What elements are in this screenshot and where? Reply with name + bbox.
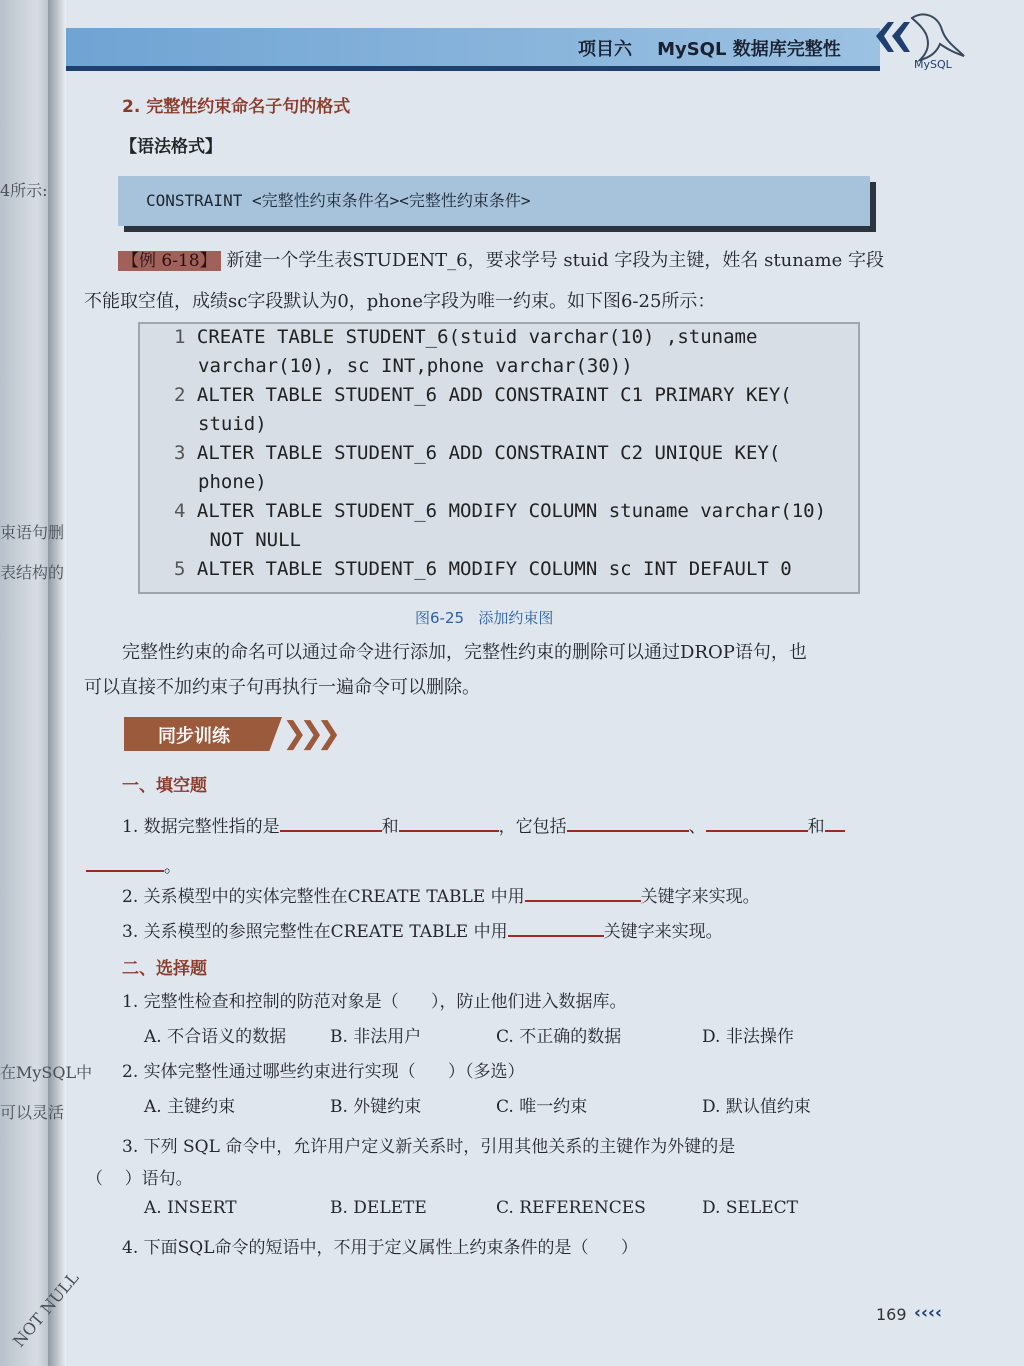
fill-question-1: 1. 数据完整性指的是 和 ，它包括 、 和 (122, 812, 845, 837)
page-number: 169 (876, 1305, 907, 1324)
code-text: ALTER TABLE STUDENT_6 ADD CONSTRAINT C1 PRIMARY KEY( (196, 384, 792, 406)
line-number: 3 (174, 442, 186, 464)
code-text: varchar(10), sc INT,phone varchar(30)) (198, 355, 633, 377)
chapter-title: 项目六 MySQL 数据库完整性 (578, 39, 841, 60)
code-text: ALTER TABLE STUDENT_6 ADD CONSTRAINT C2 UNIQUE KEY( (196, 442, 781, 464)
code-line (174, 558, 792, 580)
choice-option: C. REFERENCES (496, 1198, 646, 1218)
adjacent-page-text: 表结构的 (0, 563, 65, 582)
choice-question: 4. 下面SQL命令的短语中，不用于定义属性上约束条件的是（ ） (122, 1238, 638, 1258)
choice-option: A. INSERT (144, 1198, 237, 1218)
code-line (198, 471, 267, 493)
code-text: NOT NULL (198, 529, 301, 551)
mysql-dolphin-logo (872, 8, 968, 74)
line-number: 2 (174, 384, 186, 406)
adjacent-page-text: 在MySQL中 (0, 1063, 93, 1082)
choice-option: D. 非法操作 (702, 1027, 794, 1047)
code-line (174, 442, 780, 464)
choice-option: C. 不正确的数据 (496, 1027, 622, 1047)
section-heading: 2. 完整性约束命名子句的格式 (122, 97, 351, 117)
fill-question-3: 3. 关系模型的参照完整性在CREATE TABLE 中用 关键字来实现。 (122, 922, 723, 942)
figure-caption: 图6-25 添加约束图 (415, 609, 554, 627)
choice-option: B. 外键约束 (330, 1097, 422, 1117)
code-text: phone) (198, 471, 267, 493)
code-line (198, 355, 633, 377)
code-line (174, 384, 792, 406)
example-line-2: 不能取空值，成绩sc字段默认为0，phone字段为唯一约束。如下图6-25所示： (84, 291, 716, 312)
choice-question: 1. 完整性检查和控制的防范对象是（ ），防止他们进入数据库。 (122, 992, 627, 1012)
fill-question-2: 2. 关系模型中的实体完整性在CREATE TABLE 中用 关键字来实现。 (122, 887, 760, 907)
choice-option: B. DELETE (330, 1198, 427, 1218)
fill-question-1-cont: 。 (86, 852, 181, 877)
example-line-1 (118, 246, 884, 272)
line-number: 4 (174, 500, 186, 522)
code-text: CREATE TABLE STUDENT_6(stuid varchar(10) ,stuname (196, 326, 758, 348)
svg-text:MySQL: MySQL (914, 58, 952, 71)
training-banner-label: 同步训练 (158, 726, 230, 747)
syntax-text: CONSTRAINT <完整性约束条件名><完整性约束条件> (146, 191, 531, 210)
code-line (174, 500, 826, 522)
choice-option: A. 不合语义的数据 (144, 1027, 287, 1047)
adjacent-page-text: 束语句删 (0, 523, 65, 542)
adjacent-page-text: 可以灵活 (0, 1103, 65, 1122)
adjacent-page-text: NOT NULL (9, 1268, 83, 1351)
choice-question: 2. 实体完整性通过哪些约束进行实现（ ）（多选） (122, 1062, 525, 1082)
code-text: ALTER TABLE STUDENT_6 MODIFY COLUMN stuname varchar(10) (196, 500, 827, 522)
example-text: 新建一个学生表STUDENT_6，要求学号 stuid 字段为主键，姓名 stuname 字段 (226, 250, 884, 271)
code-text: stuid) (198, 413, 267, 435)
code-line (198, 529, 301, 551)
paragraph-line-1: 完整性约束的命名可以通过命令进行添加，完整性约束的删除可以通过DROP语句，也 (122, 642, 807, 663)
code-line (174, 326, 757, 348)
chevron-left-icon: ‹‹‹‹ (914, 1303, 943, 1323)
choice-option: D. 默认值约束 (702, 1097, 811, 1117)
page-gutter (48, 0, 66, 1366)
choice-option: C. 唯一约束 (496, 1097, 588, 1117)
choice-option: A. 主键约束 (144, 1097, 236, 1117)
line-number: 5 (174, 558, 186, 580)
line-number: 1 (174, 326, 186, 348)
choice-option: D. SELECT (702, 1198, 798, 1218)
example-tag: 【例 6-18】 (118, 251, 221, 271)
choice-heading: 二、选择题 (122, 959, 207, 979)
code-text: ALTER TABLE STUDENT_6 MODIFY COLUMN sc INT DEFAULT 0 (196, 558, 792, 580)
choice-question-cont: （ ）语句。 (86, 1169, 193, 1189)
fill-in-heading: 一、填空题 (122, 776, 207, 796)
choice-question: 3. 下列 SQL 命令中，允许用户定义新关系时，引用其他关系的主键作为外键的是 (122, 1137, 736, 1157)
adjacent-page-text: 4所示: (0, 181, 48, 200)
syntax-label: 【语法格式】 (120, 137, 222, 157)
code-line (198, 413, 267, 435)
chevron-right-icon: ❯❯❯ (282, 716, 334, 751)
paragraph-line-2: 可以直接不加约束子句再执行一遍命令可以删除。 (84, 677, 480, 698)
choice-option: B. 非法用户 (330, 1027, 422, 1047)
